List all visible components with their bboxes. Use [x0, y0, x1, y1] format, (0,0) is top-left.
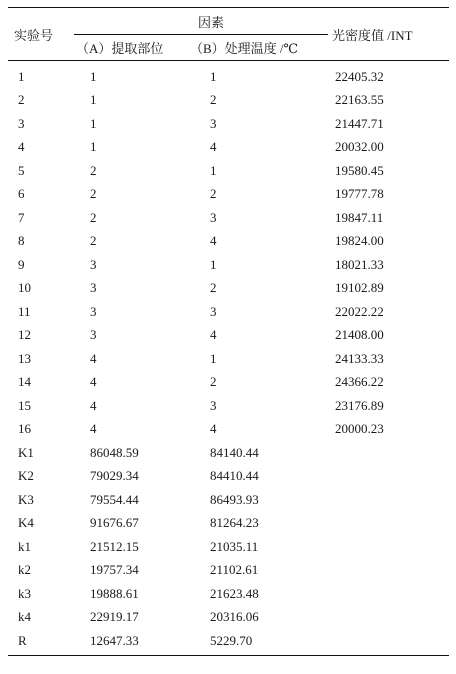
cell-experiment-no: 14: [18, 374, 31, 390]
table-row: [8, 277, 449, 301]
table-row: [8, 324, 449, 348]
cell-optical-density: [328, 606, 449, 630]
cell-factor-b: 1: [210, 68, 217, 84]
cell-factor-a: 22919.17: [90, 609, 139, 625]
cell-factor-b: 4: [210, 421, 217, 437]
cell-factor-b: 1: [210, 350, 217, 366]
cell-factor-a: 1: [90, 139, 97, 155]
cell-factor-a: 3: [90, 327, 97, 343]
cell-factor-b: 21035.11: [210, 538, 259, 554]
cell-factor-b: 3: [210, 397, 217, 413]
cell-experiment-no: 11: [18, 303, 31, 319]
cell-factor-b: 84410.44: [210, 468, 259, 484]
cell-optical-density: 22022.22: [335, 303, 384, 319]
cell-optical-density: 20032.00: [335, 139, 384, 155]
cell-optical-density: 19102.89: [335, 280, 384, 296]
cell-factor-a: 19888.61: [90, 585, 139, 601]
cell-factor-b: 3: [210, 115, 217, 131]
header-optical-density: 光密度值 /INT: [328, 8, 449, 61]
cell-optical-density: [328, 535, 449, 559]
header-experiment-no: 实验号: [8, 8, 74, 61]
table-row: [8, 230, 449, 254]
cell-experiment-no: 6: [18, 186, 25, 202]
table-body: [8, 61, 449, 656]
cell-factor-b: 5229.70: [188, 629, 328, 655]
cell-optical-density: 22405.32: [335, 68, 384, 84]
cell-optical-density: [328, 512, 449, 536]
header-factor-a: （A）提取部位: [74, 35, 188, 61]
table-row: [8, 136, 449, 160]
cell-experiment-no: 3: [18, 115, 25, 131]
cell-factor-a: 2: [90, 233, 97, 249]
cell-experiment-no: 2: [18, 92, 25, 108]
cell-factor-b: 81264.23: [210, 515, 259, 531]
cell-factor-a: 1: [90, 115, 97, 131]
cell-factor-b: 2: [210, 186, 217, 202]
cell-factor-a: 86048.59: [90, 444, 139, 460]
cell-optical-density: 18021.33: [335, 256, 384, 272]
cell-optical-density: [328, 441, 449, 465]
orthogonal-experiment-table: [8, 7, 449, 656]
cell-experiment-no: K3: [18, 491, 34, 507]
cell-factor-b: 4: [210, 233, 217, 249]
cell-factor-b: 2: [210, 280, 217, 296]
cell-factor-a: 12647.33: [74, 629, 188, 655]
cell-optical-density: [328, 488, 449, 512]
cell-factor-a: 79029.34: [90, 468, 139, 484]
cell-factor-b: 4: [210, 139, 217, 155]
table-row: [8, 112, 449, 136]
table-row: [8, 89, 449, 113]
cell-optical-density: 22163.55: [335, 92, 384, 108]
cell-experiment-no: 1: [18, 68, 25, 84]
cell-factor-a: 3: [90, 303, 97, 319]
cell-factor-a: 4: [90, 397, 97, 413]
table-row: [8, 183, 449, 207]
table-row: [8, 629, 449, 655]
cell-factor-b: 3: [210, 209, 217, 225]
table-row: [8, 300, 449, 324]
cell-experiment-no: 7: [18, 209, 25, 225]
cell-factor-a: 2: [90, 162, 97, 178]
table-row: [8, 394, 449, 418]
cell-factor-a: 3: [90, 280, 97, 296]
cell-experiment-no: 15: [18, 397, 31, 413]
cell-optical-density: [328, 559, 449, 583]
cell-factor-a: 21512.15: [90, 538, 139, 554]
cell-experiment-no: R: [8, 629, 74, 655]
cell-factor-b: 20316.06: [210, 609, 259, 625]
cell-experiment-no: K2: [18, 468, 34, 484]
cell-factor-b: 4: [210, 327, 217, 343]
cell-factor-b: 3: [210, 303, 217, 319]
cell-optical-density: 24366.22: [335, 374, 384, 390]
table-row: [8, 159, 449, 183]
cell-factor-a: 1: [90, 68, 97, 84]
cell-factor-a: 91676.67: [90, 515, 139, 531]
cell-optical-density: [328, 465, 449, 489]
header-factors: [74, 8, 328, 35]
table-row: [8, 582, 449, 606]
cell-factor-b: 1: [210, 256, 217, 272]
cell-experiment-no: k1: [18, 538, 31, 554]
cell-factor-a: 79554.44: [90, 491, 139, 507]
cell-factor-b: 84140.44: [210, 444, 259, 460]
table-row: [8, 512, 449, 536]
cell-experiment-no: 4: [18, 139, 25, 155]
table-row: [8, 535, 449, 559]
table-row: [8, 465, 449, 489]
table-row: [8, 206, 449, 230]
table-row: [8, 418, 449, 442]
cell-experiment-no: k2: [18, 562, 31, 578]
table-header: [8, 8, 449, 61]
table-row: [8, 253, 449, 277]
cell-optical-density: 21447.71: [335, 115, 384, 131]
cell-factor-a: 1: [90, 92, 97, 108]
cell-experiment-no: 12: [18, 327, 31, 343]
cell-optical-density: 24133.33: [335, 350, 384, 366]
cell-experiment-no: k3: [18, 585, 31, 601]
cell-experiment-no: 5: [18, 162, 25, 178]
table-row: [8, 488, 449, 512]
cell-factor-a: 3: [90, 256, 97, 272]
cell-optical-density: 20000.23: [335, 421, 384, 437]
cell-factor-a: 19757.34: [90, 562, 139, 578]
cell-experiment-no: k4: [18, 609, 31, 625]
cell-factor-b: 1: [210, 162, 217, 178]
table-row: [8, 61, 449, 89]
cell-experiment-no: K1: [18, 444, 34, 460]
cell-factor-b: 2: [210, 92, 217, 108]
cell-optical-density: 23176.89: [335, 397, 384, 413]
cell-factor-b: 21102.61: [210, 562, 259, 578]
cell-factor-a: 2: [90, 186, 97, 202]
cell-factor-b: 86493.93: [210, 491, 259, 507]
header-factor-b: （B）处理温度 /℃: [188, 35, 328, 61]
table-row: [8, 347, 449, 371]
cell-optical-density: 19847.11: [335, 209, 384, 225]
cell-factor-b: 21623.48: [210, 585, 259, 601]
cell-factor-b: 2: [210, 374, 217, 390]
cell-optical-density: 19824.00: [335, 233, 384, 249]
cell-experiment-no: 16: [18, 421, 31, 437]
cell-factor-a: 2: [90, 209, 97, 225]
header-factors-label: 因素: [198, 14, 225, 30]
cell-optical-density: [328, 629, 449, 655]
table-row: [8, 606, 449, 630]
cell-optical-density: 19777.78: [335, 186, 384, 202]
cell-experiment-no: 9: [18, 256, 25, 272]
cell-experiment-no: 13: [18, 350, 31, 366]
table-row: [8, 441, 449, 465]
cell-optical-density: [328, 582, 449, 606]
cell-experiment-no: 8: [18, 233, 25, 249]
cell-factor-a: 4: [90, 350, 97, 366]
cell-experiment-no: 10: [18, 280, 31, 296]
cell-experiment-no: K4: [18, 515, 34, 531]
cell-factor-a: 4: [90, 374, 97, 390]
table-row: [8, 559, 449, 583]
cell-optical-density: 21408.00: [335, 327, 384, 343]
cell-optical-density: 19580.45: [335, 162, 384, 178]
table-row: [8, 371, 449, 395]
cell-factor-a: 4: [90, 421, 97, 437]
